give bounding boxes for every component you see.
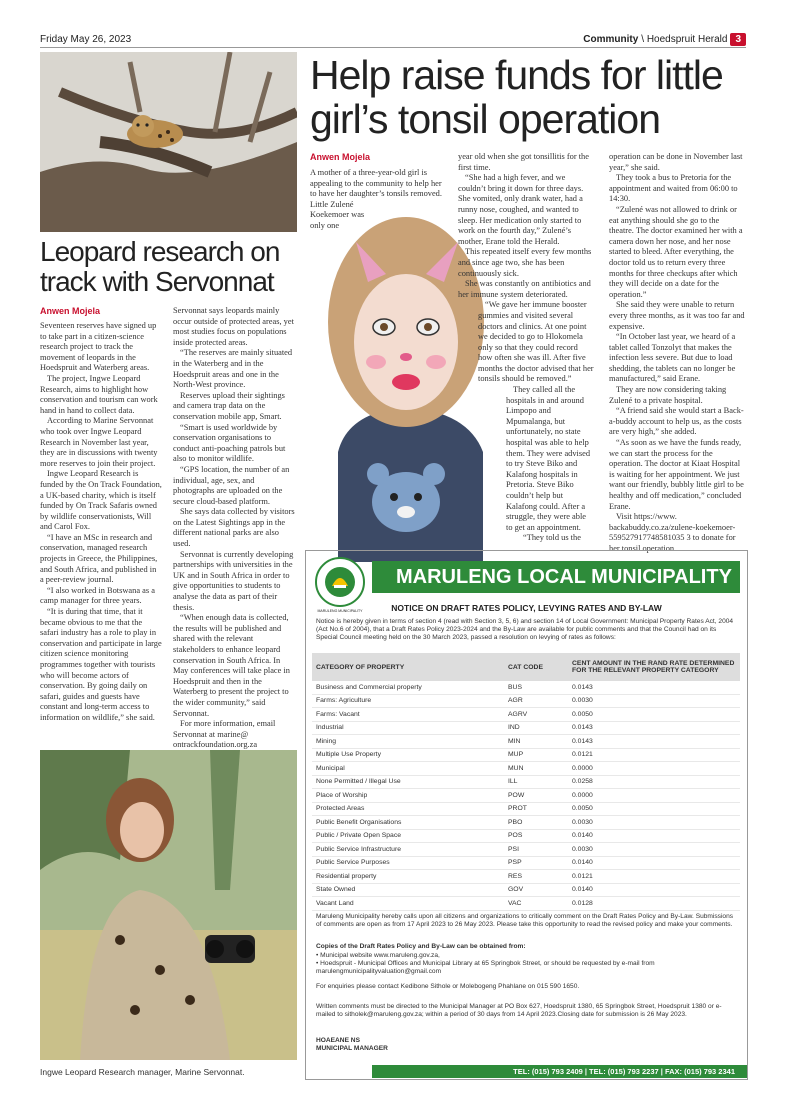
property-category-cell: Public Benefit Organisations xyxy=(312,816,504,830)
cat-code-cell: POW xyxy=(504,789,568,803)
municipality-logo-icon xyxy=(314,556,366,608)
table-row xyxy=(312,721,740,735)
tonsil-headline-line2: girl’s tonsil operation xyxy=(310,96,661,142)
column-header: CENT AMOUNT IN THE RAND RATE DETERMINED FOR THE RELEVANT PROPERTY CATEGORY xyxy=(568,653,740,681)
paragraph: They took a bus to Pretoria for the appointment and waited from 06:00 to 14:30. xyxy=(609,173,738,204)
paragraph: She was constantly on antibiotics and her immune system deteriorated. xyxy=(458,279,591,299)
notice-banner xyxy=(372,561,740,593)
rate-cell: 0.0030 xyxy=(568,816,740,830)
cat-code-cell: PSP xyxy=(504,856,568,870)
property-category-cell: Mining xyxy=(312,735,504,749)
rate-cell: 0.0143 xyxy=(568,735,740,749)
notice-banner-title: MARULENG LOCAL MUNICIPALITY xyxy=(396,565,732,588)
paragraph: Servonnat is currently developing partnerships with universities in the UK and in South Africa in order to give opportunities to students to analyse the data as part of their thesis. xyxy=(173,549,294,612)
servonnat-photo xyxy=(40,750,297,1060)
table-row xyxy=(312,775,740,789)
cat-code-cell: AGR xyxy=(504,694,568,708)
property-category-cell: Business and Commercial property xyxy=(312,681,504,694)
cat-code-cell: RES xyxy=(504,870,568,884)
rate-cell: 0.0000 xyxy=(568,789,740,803)
notice-title: NOTICE ON DRAFT RATES POLICY, LEVYING RATES AND BY-LAW xyxy=(391,603,662,613)
property-category-cell: None Permitted / Illegal Use xyxy=(312,775,504,789)
paragraph: Servonnat says leopards mainly occur outside of protected areas, yet most studies focus on populations inside protected areas. xyxy=(173,306,294,347)
rate-cell: 0.0030 xyxy=(568,694,740,708)
table-header-row xyxy=(312,653,740,681)
table-row xyxy=(312,748,740,762)
property-category-cell: Place of Worship xyxy=(312,789,504,803)
publication-name: \ Hoedspruit Herald xyxy=(641,34,728,45)
copies-title: Copies of the Draft Rates Policy and By-Law can be obtained from: xyxy=(316,943,526,950)
rate-cell: 0.0121 xyxy=(568,870,740,884)
property-category-cell: Multiple Use Property xyxy=(312,748,504,762)
copies-item-office: • Hoedspruit - Municipal Offices and Municipal Library at 65 Springbok Street, or should be requested by e-mail from marulengmunicipalityvaluation@gmail.com xyxy=(316,960,655,975)
municipal-notice xyxy=(305,550,748,1080)
property-category-cell: Residential property xyxy=(312,870,504,884)
paragraph: “GPS location, the number of an individual, age, sex, and photographs are uploaded on the secure cloud-based platform. xyxy=(173,464,290,506)
paragraph: “As soon as we have the funds ready, we can start the process for the operation. The doctor at Kiaat Hospital is waiting for her appointment. We just want our friendly, bubbly little girl to be healthy and off medication,” concluded Erane. xyxy=(609,438,744,511)
leopard-headline-line1: Leopard research on xyxy=(40,236,280,267)
table-row xyxy=(312,883,740,897)
paragraph: “It is during that time, that it became obvious to me that the safari industry has a role to play in conservation and participate in large citizen science monitoring programmes together with tourists who will become actors of conservation. By going daily on safari, guides and guests have constant and long-term access to information on wildlife,” she said. xyxy=(40,607,162,722)
property-category-cell: Municipal xyxy=(312,762,504,776)
cat-code-cell: MIN xyxy=(504,735,568,749)
municipality-logo xyxy=(314,556,366,608)
notice-footer xyxy=(372,1065,747,1078)
photo-caption: Ingwe Leopard Research manager, Marine Servonnat. xyxy=(40,1067,245,1077)
page-header xyxy=(583,33,746,46)
leopard-col2 xyxy=(173,306,297,751)
paragraph: year old when she got tonsillitis for the first time. xyxy=(458,152,589,172)
property-category-cell: Industrial xyxy=(312,721,504,735)
tonsil-headline xyxy=(310,52,750,142)
rate-cell: 0.0140 xyxy=(568,829,740,843)
paragraph: The project, Ingwe Leopard Research, aims to highlight how conservation and tourism can work hand in hand to collect data. xyxy=(40,373,158,415)
property-category-cell: State Owned xyxy=(312,883,504,897)
table-row xyxy=(312,735,740,749)
rate-cell: 0.0121 xyxy=(568,748,740,762)
column-header: CAT CODE xyxy=(504,653,568,681)
table-row xyxy=(312,856,740,870)
tonsil-col3 xyxy=(609,152,746,555)
cat-code-cell: PBO xyxy=(504,816,568,830)
paragraph: “I also worked in Botswana as a camp manager for three years. xyxy=(40,585,155,606)
table-row xyxy=(312,694,740,708)
paragraph: “Zulené was not allowed to drink or eat anything should she go to the theatre. The doctor examined her with a camera down her nose, and her nose started to bleed. After everything, the doctor told us to return every three months for three checkups after which they will decide on a date for the operation.” xyxy=(609,204,743,299)
table-row xyxy=(312,843,740,857)
cat-code-cell: POS xyxy=(504,829,568,843)
section-name: Community xyxy=(583,34,639,45)
paragraph: “When enough data is collected, the results will be published and shared with the relevant stakeholders to enhance leopard conservation in South Africa. In May conferences will take place in Hoedspruit and then in the Waterberg to present the project to the wider community,” said Servonnat. xyxy=(173,613,290,718)
paragraph: “A friend said she would start a Back-a-buddy account to help us, as the costs are very high,” she added. xyxy=(609,406,744,437)
leopard-byline: Anwen Mojela xyxy=(40,306,101,316)
notice-footer-contacts: TEL: (015) 793 2409 | TEL: (015) 793 2237 | FAX: (015) 793 2341 xyxy=(513,1067,735,1076)
paragraph: They are now considering taking Zulené to a private hospital. xyxy=(609,385,727,405)
paragraph: A mother of a three-year-old girl is appealing to the community to help her to have her daughter’s tonsils removed. xyxy=(310,168,442,199)
table-row xyxy=(312,802,740,816)
paragraph: Reserves upload their sightings and camera trap data on the conservation mobile app, Smart. xyxy=(173,390,285,421)
signer-title: MUNICIPAL MANAGER xyxy=(316,1045,388,1052)
rate-cell: 0.0140 xyxy=(568,883,740,897)
cat-code-cell: BUS xyxy=(504,681,568,694)
table-row xyxy=(312,870,740,884)
property-category-cell: Public Service Purposes xyxy=(312,856,504,870)
paragraph: Ingwe Leopard Research is funded by the On Track Foundation, a UK-based charity, which is itself funded by On Track Safaris owned by wildlife conservationists, Will and Carol Fox. xyxy=(40,469,162,532)
rate-cell: 0.0000 xyxy=(568,762,740,776)
header-rule xyxy=(40,47,746,48)
paragraph: They called all the hospitals in and around Limpopo and Mpumalanga, but unfortunately, no state hospital was able to help them. They were advised to try Steve Biko and Kalafong hospitals in Pretoria. Steve Biko couldn’t help but Kalafong could. After a struggle, they were able to get an appointment. xyxy=(506,385,591,532)
servonnat-image xyxy=(40,750,297,1060)
cat-code-cell: PROT xyxy=(504,802,568,816)
leopard-headline-line2: track with Servonnat xyxy=(40,266,274,297)
tonsil-col2 xyxy=(458,152,594,544)
logo-text: MARULENG MUNICIPALITY xyxy=(317,609,363,613)
leopard-image xyxy=(40,52,297,232)
issue-date: Friday May 26, 2023 xyxy=(40,34,132,45)
paragraph: operation can be done in November last year,” she said. xyxy=(609,152,743,172)
rate-cell: 0.0050 xyxy=(568,708,740,722)
paragraph: According to Marine Servonnat who took over Ingwe Leopard Research in November last year, they are in discussions with twenty more reserves to join their project. xyxy=(40,416,158,468)
tonsil-byline: Anwen Mojela xyxy=(310,152,371,162)
paragraph: Little Zulené Koekemoer was only one xyxy=(310,199,365,230)
table-row xyxy=(312,762,740,776)
table-row xyxy=(312,897,740,911)
page-number: 3 xyxy=(730,33,746,46)
notice-written: Written comments must be directed to the Municipal Manager at PO Box 627, Hoedspruit 1380, 65 Springbok Street, Hoedspruit 1380 or e-mailed to sitholek@maruleng.gov.za; within a period of 30 days from 14 April 2023.Closing date for submission is 26 May 2023. xyxy=(316,1003,722,1018)
property-category-cell: Protected Areas xyxy=(312,802,504,816)
cat-code-cell: ILL xyxy=(504,775,568,789)
paragraph: For more information, email Servonnat at marine@ ontrackfoundation.org.za xyxy=(173,719,276,750)
paragraph: “They told us the xyxy=(523,533,581,543)
rate-cell: 0.0143 xyxy=(568,721,740,735)
property-category-cell: Vacant Land xyxy=(312,897,504,911)
paragraph: “Smart is used worldwide by conservation organisations to conduct anti-poaching patrols but also to monitor wildlife. xyxy=(173,422,286,464)
cat-code-cell: IND xyxy=(504,721,568,735)
rate-cell: 0.0128 xyxy=(568,897,740,911)
paragraph: She said they were unable to return every three months, as it was too far and expensive. xyxy=(609,300,745,331)
paragraph: “In October last year, we heard of a tablet called Tonzolyt that makes the infection less severe. But due to load shedding, the tablets can no longer be manufactured,” said Erane. xyxy=(609,332,736,384)
paragraph: “We gave her immune booster gummies and visited several doctors and clinics. At one point we decided to go to Hlokomela only so that they could record how often she was ill. After five months the doctor advised that her tonsils should be removed.” xyxy=(478,300,594,384)
paragraph: “She had a high fever, and we couldn’t bring it down for three days. She vomited, only drank water, had a runny nose, coughed, and wanted to sleep. Her medication only started to work on the fourth day,” Zulené’s mother, Erane told the Herald. xyxy=(458,173,584,246)
cat-code-cell: VAC xyxy=(504,897,568,911)
rate-cell: 0.0258 xyxy=(568,775,740,789)
property-category-cell: Farms: Vacant xyxy=(312,708,504,722)
rate-cell: 0.0140 xyxy=(568,856,740,870)
paragraph: “I have an MSc in research and conservation, managed research projects in Greece, the Philippines, and South Africa, and published in a peer-review journal. xyxy=(40,532,158,585)
copies-item-website: • Municipal website www.maruleng.gov.za, xyxy=(316,952,440,959)
cat-code-cell: AGRV xyxy=(504,708,568,722)
table-row xyxy=(312,829,740,843)
property-category-cell: Public / Private Open Space xyxy=(312,829,504,843)
notice-call: Maruleng Municipality hereby calls upon all citizens and organizations to critically comment on the Draft Rates Policy and By-Law. Submissions of comments are open as from 17 April 2023 to 26 May 2023. Please take this opportunity to read the revised policy and make your comments. xyxy=(316,913,734,928)
leopard-photo xyxy=(40,52,297,232)
paragraph: “The reserves are mainly situated in the Waterberg and in the Hoedspruit areas and one in the North-West province. xyxy=(173,348,293,390)
cat-code-cell: MUP xyxy=(504,748,568,762)
property-category-cell: Public Service Infrastructure xyxy=(312,843,504,857)
leopard-headline xyxy=(40,238,302,296)
table-row xyxy=(312,681,740,694)
column-header: CATEGORY OF PROPERTY xyxy=(312,653,504,681)
rate-cell: 0.0050 xyxy=(568,802,740,816)
table-row xyxy=(312,708,740,722)
notice-enquiries: For enquiries please contact Kedibone Sithole or Molebogeng Phahlane on 015 590 1650. xyxy=(316,983,580,990)
signer-name: HOAEANE NS xyxy=(316,1037,360,1044)
cat-code-cell: MUN xyxy=(504,762,568,776)
paragraph: She says data collected by visitors on the Latest Sightings app in the different national parks are also used. xyxy=(173,507,295,549)
paragraph: Seventeen reserves have signed up to take part in a citizen-science research project to track the movement of leopards in the Hoedspruit and Waterberg areas. xyxy=(40,321,157,373)
rate-cell: 0.0030 xyxy=(568,843,740,857)
paragraph: This repeated itself every few months and since age two, she has been continuously sick. xyxy=(458,247,592,278)
rates-table xyxy=(312,653,740,911)
paragraph: Visit https://www. backabuddy.co.za/zulene-koekemoer-559527917748581035 3 to donate for her tonsil operation. xyxy=(609,512,736,553)
cat-code-cell: PSI xyxy=(504,843,568,857)
leopard-col1 xyxy=(40,321,162,724)
property-category-cell: Farms: Agriculture xyxy=(312,694,504,708)
rate-cell: 0.0143 xyxy=(568,681,740,694)
table-row xyxy=(312,789,740,803)
notice-intro: Notice is hereby given in terms of section 4 (read with Section 3, 5, 6) and section 14 of Local Government: Municipal Property Rates Act, 2004 (Act No.6 of 2004), that a Draft Rates Policy 2023-2024 and the By-Law are available for public comments and that the Council had on its Special Council meeting held on the 30 March 2023, passed a resolution on levying of rates as follows: xyxy=(316,618,734,641)
cat-code-cell: GOV xyxy=(504,883,568,897)
tonsil-headline-line1: Help raise funds for little xyxy=(310,52,723,98)
table-row xyxy=(312,816,740,830)
